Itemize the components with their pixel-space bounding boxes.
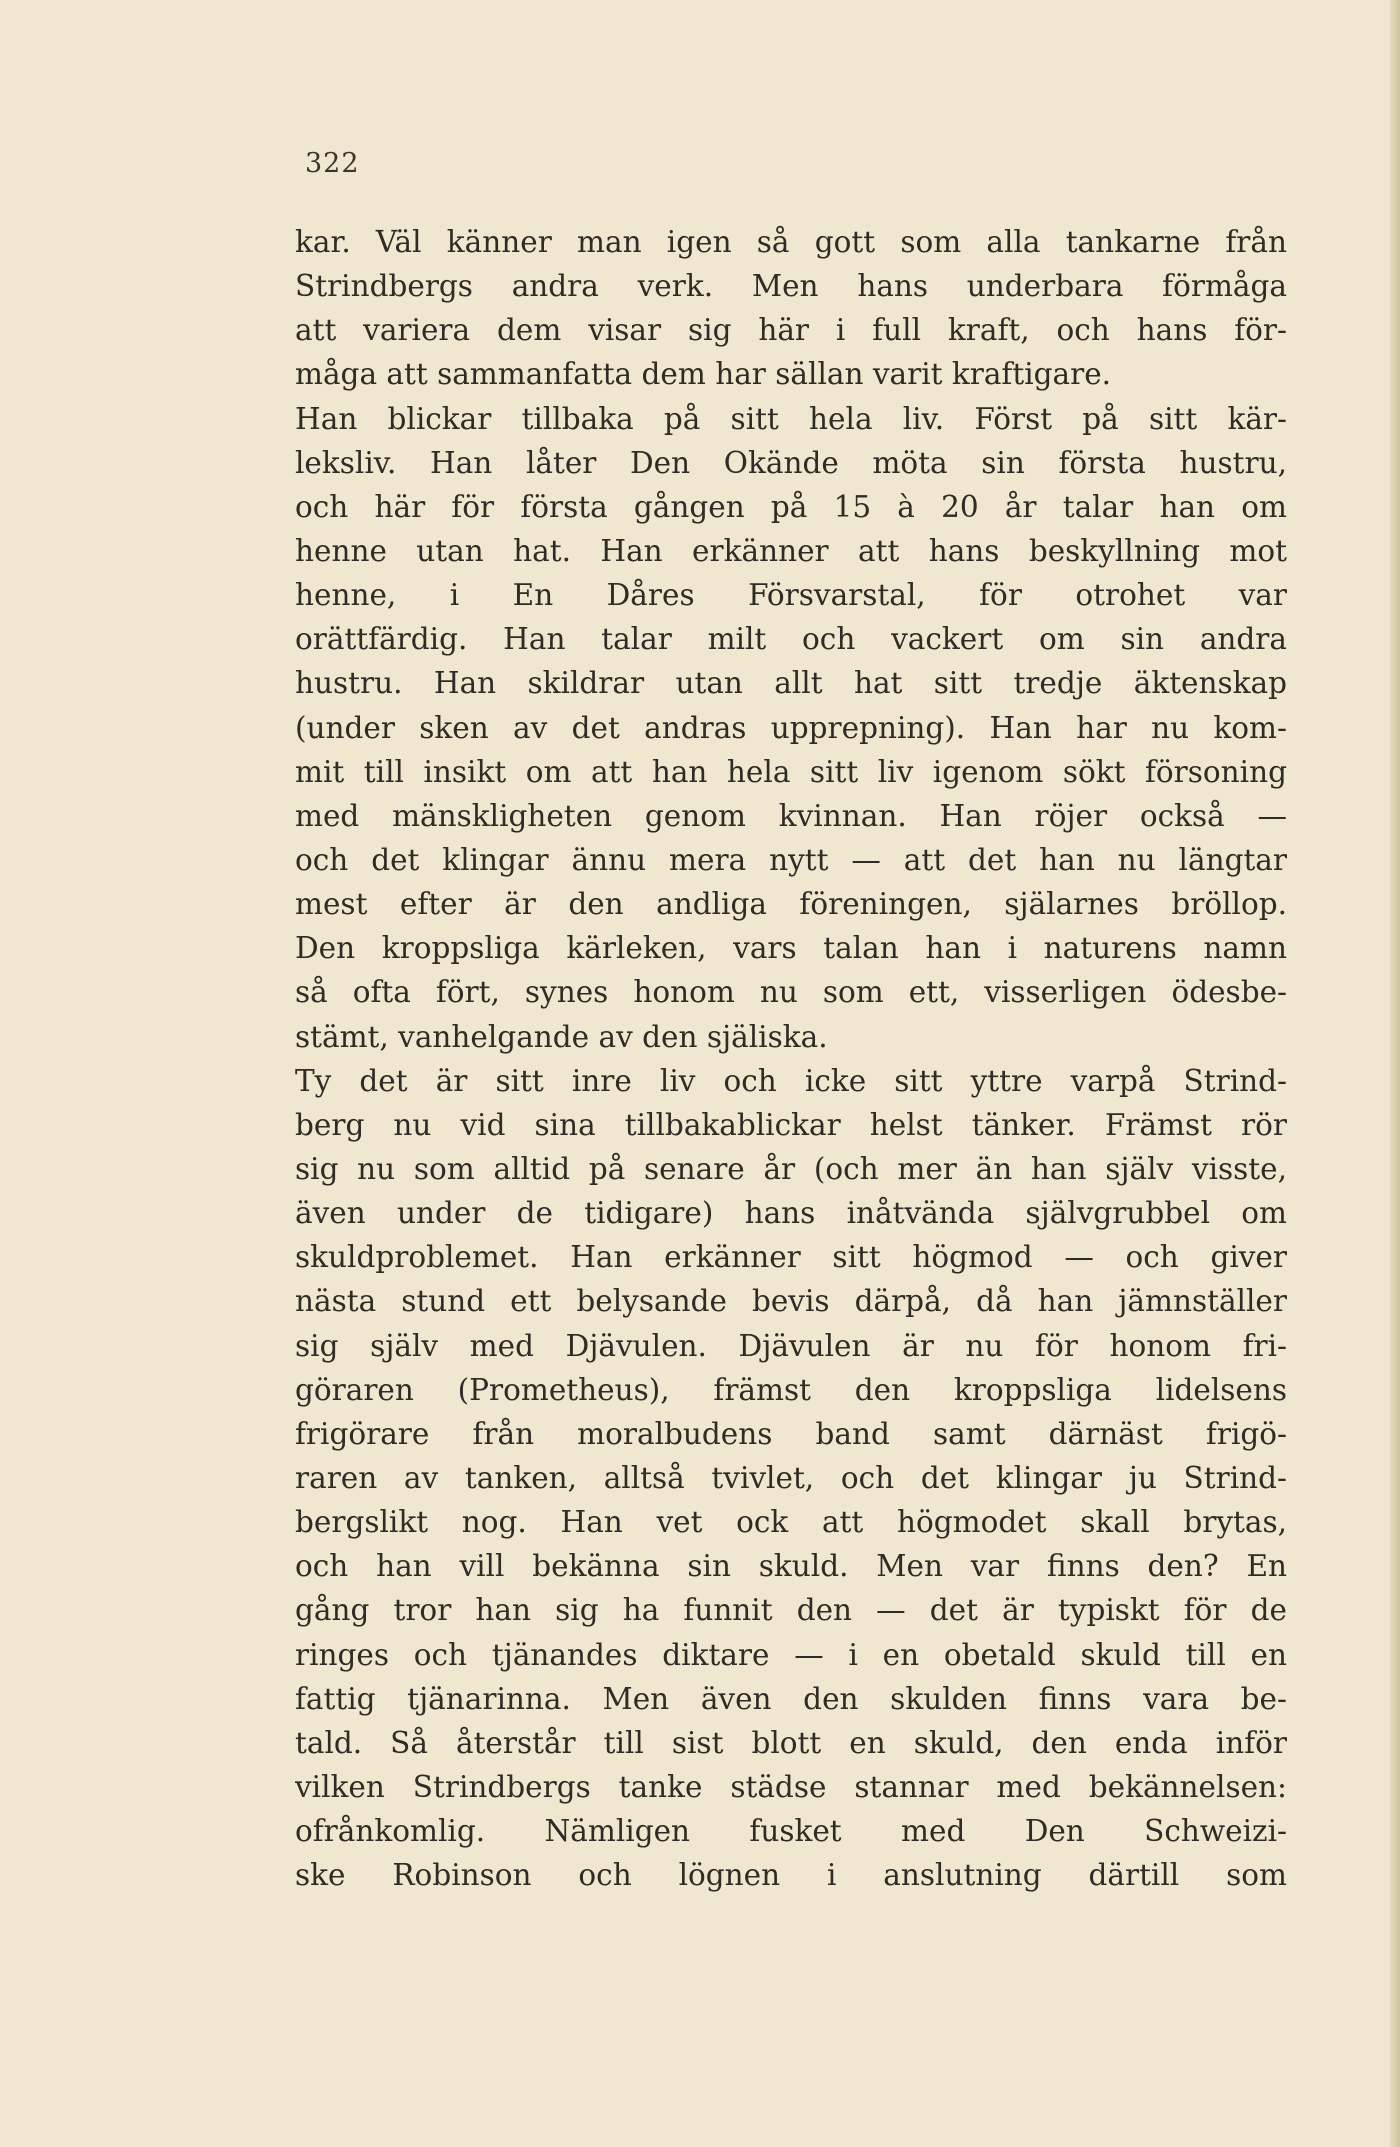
text-line: raren av tanken, alltså tvivlet, och det klingar ju Strind-: [295, 1460, 1287, 1495]
text-line: skuldproblemet. Han erkänner sitt högmod — och giver: [295, 1240, 1287, 1275]
text-line: (under sken av det andras upprepning). Han har nu kom-: [295, 710, 1287, 745]
text-line: gång tror han sig ha funnit den — det är typiskt för de: [295, 1593, 1287, 1628]
text-line: och han vill bekänna sin skuld. Men var finns den? En: [295, 1549, 1287, 1584]
text-line: så ofta fört, synes honom nu som ett, visserligen ödesbe-: [295, 975, 1287, 1010]
text-line: bergslikt nog. Han vet ock att högmodet skall brytas,: [295, 1505, 1287, 1540]
body-text: [295, 220, 1287, 2100]
text-line: henne, i En Dåres Försvarstal, för otrohet var: [295, 578, 1287, 613]
text-line: Strindbergs andra verk. Men hans underbara förmåga: [295, 269, 1287, 304]
text-line: leksliv. Han låter Den Okände möta sin första hustru,: [295, 445, 1287, 480]
page-number: 322: [305, 148, 360, 179]
text-line: och det klingar ännu mera nytt — att det han nu längtar: [295, 842, 1287, 877]
text-line: Den kroppsliga kärleken, vars talan han i naturens namn: [295, 931, 1287, 966]
text-line: Ty det är sitt inre liv och icke sitt yttre varpå Strind-: [295, 1063, 1287, 1098]
text-line: att variera dem visar sig här i full kraft, och hans för-: [295, 313, 1287, 348]
text-line: Han blickar tillbaka på sitt hela liv. Först på sitt kär-: [295, 401, 1287, 436]
text-line: ringes och tjänandes diktare — i en obetald skuld till en: [295, 1637, 1287, 1672]
text-line: även under de tidigare) hans inåtvända självgrubbel om: [295, 1196, 1287, 1231]
text-line: hustru. Han skildrar utan allt hat sitt tredje äktenskap: [295, 666, 1287, 701]
text-line: nästa stund ett belysande bevis därpå, då han jämnställer: [295, 1284, 1287, 1319]
text-line: frigörare från moralbudens band samt därnäst frigö-: [295, 1416, 1287, 1451]
text-line: ske Robinson och lögnen i anslutning därtill som: [295, 1858, 1287, 1893]
text-line: sig nu som alltid på senare år (och mer än han själv visste,: [295, 1151, 1287, 1186]
text-line: kar. Väl känner man igen så gott som alla tankarne från: [295, 225, 1287, 259]
text-line: och här för första gången på 15 à 20 år talar han om: [295, 489, 1287, 524]
text-line: fattig tjänarinna. Men även den skulden finns vara be-: [295, 1681, 1287, 1716]
text-line: mit till insikt om att han hela sitt liv igenom sökt försoning: [295, 754, 1287, 789]
text-line: vilken Strindbergs tanke städse stannar med bekännelsen:: [295, 1769, 1287, 1804]
text-line: ofrånkomlig. Nämligen fusket med Den Schweizi-: [295, 1814, 1287, 1849]
page-edge: [1390, 0, 1400, 2147]
text-line: göraren (Prometheus), främst den kroppsliga lidelsens: [295, 1372, 1287, 1407]
text-line: måga att sammanfatta dem har sällan varit kraftigare.: [295, 357, 1112, 392]
text-line: tald. Så återstår till sist blott en skuld, den enda inför: [295, 1725, 1287, 1760]
text-line: med mänskligheten genom kvinnan. Han röjer också —: [295, 798, 1287, 833]
text-line: orättfärdig. Han talar milt och vackert om sin andra: [295, 622, 1287, 657]
text-line: stämt, vanhelgande av den själiska.: [295, 1019, 828, 1054]
text-line: berg nu vid sina tillbakablickar helst tänker. Främst rör: [295, 1107, 1287, 1142]
text-line: sig själv med Djävulen. Djävulen är nu för honom fri-: [295, 1328, 1287, 1363]
text-line: mest efter är den andliga föreningen, själarnes bröllop.: [295, 887, 1287, 922]
text-line: henne utan hat. Han erkänner att hans beskyllning mot: [295, 533, 1287, 568]
